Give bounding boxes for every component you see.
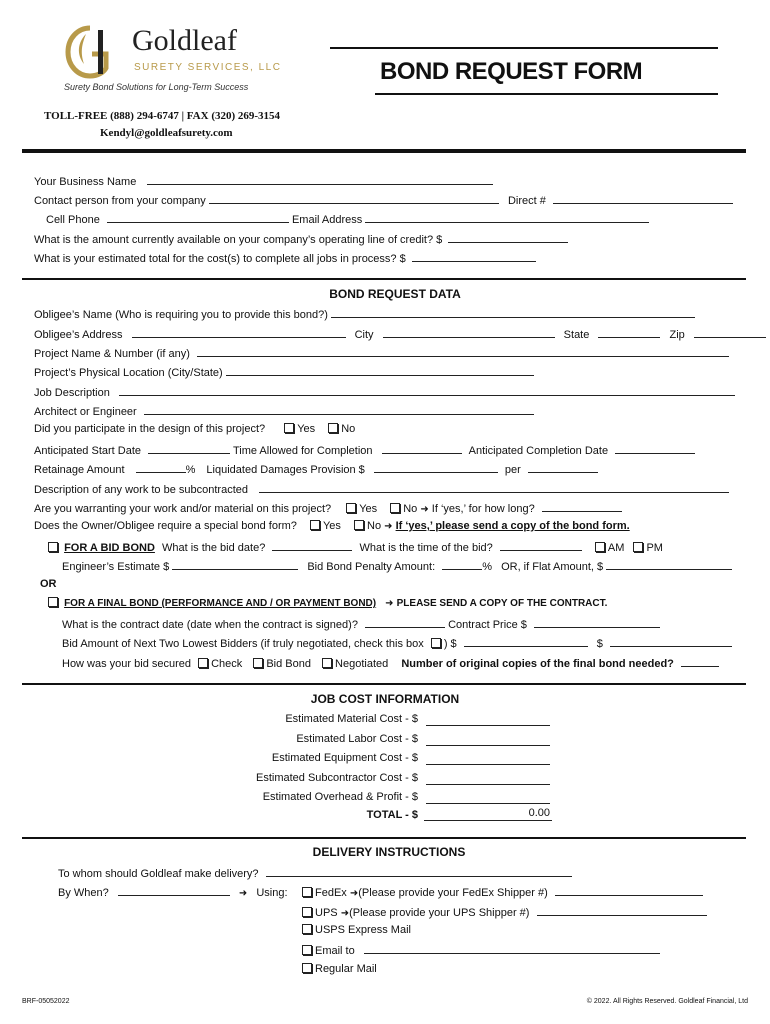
estimated-total-label: What is your estimated total for the cost(s) to complete all jobs in process? $ bbox=[34, 253, 406, 265]
retainage-percent: % bbox=[185, 464, 196, 476]
line-of-credit-field[interactable] bbox=[448, 231, 568, 243]
obligee-address-field[interactable] bbox=[132, 326, 346, 338]
project-name-field[interactable] bbox=[197, 345, 729, 357]
warranty-how-long-field[interactable] bbox=[542, 500, 622, 512]
final-bond-row bbox=[48, 596, 607, 610]
line-of-credit-label: What is the amount currently available on your company’s operating line of credit? $ bbox=[34, 234, 443, 246]
to-whom-field[interactable] bbox=[266, 865, 572, 877]
email-to-row bbox=[302, 942, 660, 956]
per-field[interactable] bbox=[528, 461, 598, 473]
arrow-right-icon: ➜ bbox=[349, 888, 359, 899]
title-rule-top bbox=[330, 47, 718, 49]
bid-time-label: What is the time of the bid? bbox=[359, 542, 493, 554]
contact-email[interactable]: Kendyl@goldleafsurety.com bbox=[100, 127, 233, 139]
cell-email-row bbox=[46, 211, 649, 225]
design-no-checkbox[interactable] bbox=[328, 423, 338, 433]
cell-phone-field[interactable] bbox=[107, 211, 289, 223]
brand-name: Goldleaf bbox=[132, 24, 237, 57]
warranty-how-long-label: If ‘yes,’ for how long? bbox=[431, 503, 535, 515]
obligee-name-row bbox=[34, 306, 695, 320]
project-location-label: Project’s Physical Location (City/State) bbox=[34, 367, 223, 379]
using-label: Using: bbox=[256, 887, 288, 899]
start-date-field[interactable] bbox=[148, 442, 230, 454]
contract-row bbox=[62, 616, 660, 630]
cell-phone-label: Cell Phone bbox=[46, 214, 100, 226]
subcontracted-field[interactable] bbox=[259, 481, 729, 493]
am-label: AM bbox=[607, 542, 625, 554]
liquidated-field[interactable] bbox=[374, 461, 498, 473]
header-divider bbox=[22, 149, 746, 153]
contract-price-label: Contract Price $ bbox=[448, 619, 527, 631]
job-description-row bbox=[34, 384, 735, 398]
engineers-estimate-field[interactable] bbox=[172, 558, 298, 570]
job-cost-heading: JOB COST INFORMATION bbox=[310, 692, 460, 706]
ups-shipper-field[interactable] bbox=[537, 904, 707, 916]
obligee-name-field[interactable] bbox=[331, 306, 695, 318]
job-description-label: Job Description bbox=[34, 387, 110, 399]
contact-person-field[interactable] bbox=[209, 192, 499, 204]
warranty-no-checkbox[interactable] bbox=[390, 503, 400, 513]
secured-check-label: Check bbox=[211, 658, 243, 670]
original-copies-label: Number of original copies of the final bond needed? bbox=[401, 658, 674, 670]
zip-field[interactable] bbox=[694, 326, 766, 338]
section-divider-delivery bbox=[22, 837, 746, 839]
architect-field[interactable] bbox=[144, 403, 534, 415]
job-cost-field[interactable] bbox=[426, 770, 550, 785]
architect-label: Architect or Engineer bbox=[34, 406, 137, 418]
regular-mail-row bbox=[302, 962, 377, 976]
bid-amount-row bbox=[62, 635, 732, 649]
usps-row bbox=[302, 923, 411, 937]
ups-row bbox=[302, 904, 707, 918]
secured-bid-bond-label: Bid Bond bbox=[266, 658, 311, 670]
liquidated-label: Liquidated Damages Provision $ bbox=[206, 464, 365, 476]
arrow-right-icon: ➜ bbox=[420, 504, 429, 515]
design-yes-label: Yes bbox=[297, 423, 316, 435]
regular-mail-label: Regular Mail bbox=[315, 963, 377, 975]
secured-label: How was your bid secured bbox=[62, 658, 192, 670]
secured-bid-bond-checkbox[interactable] bbox=[253, 658, 263, 668]
contact-person-label: Contact person from your company bbox=[34, 195, 206, 207]
participate-design-row bbox=[34, 422, 355, 436]
direct-field[interactable] bbox=[553, 192, 733, 204]
design-no-label: No bbox=[341, 423, 356, 435]
estimated-total-row bbox=[34, 250, 536, 264]
business-name-field[interactable] bbox=[147, 173, 493, 185]
job-cost-label: Estimated Material Cost - $ bbox=[285, 713, 418, 725]
engineers-estimate-label: Engineer’s Estimate $ bbox=[62, 561, 170, 573]
flat-amount-field[interactable] bbox=[606, 558, 732, 570]
obligee-name-label: Obligee’s Name (Who is requiring you to provide this bond?) bbox=[34, 309, 328, 321]
total-field[interactable]: 0.00 bbox=[424, 806, 552, 821]
time-allowed-label: Time Allowed for Completion bbox=[232, 445, 373, 457]
bid-date-field[interactable] bbox=[272, 539, 352, 551]
engineers-estimate-row bbox=[62, 558, 732, 572]
am-checkbox[interactable] bbox=[595, 542, 605, 552]
original-copies-field[interactable] bbox=[681, 655, 719, 667]
final-bond-label: FOR A FINAL BOND (PERFORMANCE AND / OR PAYMENT BOND) bbox=[64, 598, 377, 609]
special-form-no-checkbox[interactable] bbox=[354, 520, 364, 530]
pm-label: PM bbox=[646, 542, 663, 554]
send-bond-form-note: If ‘yes,’ please send a copy of the bond form. bbox=[395, 520, 630, 532]
zip-label: Zip bbox=[669, 329, 685, 341]
secured-row bbox=[62, 655, 719, 669]
completion-date-field[interactable] bbox=[615, 442, 695, 454]
secured-check-checkbox[interactable] bbox=[198, 658, 208, 668]
contact-line: TOLL-FREE (888) 294-6747 | FAX (320) 269-3154 bbox=[44, 110, 281, 122]
secured-negotiated-checkbox[interactable] bbox=[322, 658, 332, 668]
penalty-label: Bid Bond Penalty Amount: bbox=[307, 561, 436, 573]
copyright: © 2022. All Rights Reserved. Goldleaf Financial, Ltd bbox=[586, 998, 748, 1005]
bid-bond-checkbox[interactable] bbox=[48, 542, 58, 552]
final-bond-checkbox[interactable] bbox=[48, 597, 58, 607]
warranting-label: Are you warranting your work and/or material on this project? bbox=[34, 503, 332, 515]
special-form-yes-checkbox[interactable] bbox=[310, 520, 320, 530]
section-divider-job-cost bbox=[22, 683, 746, 685]
arrow-right-icon: ➜ bbox=[385, 598, 394, 609]
project-location-row bbox=[34, 364, 534, 378]
arrow-right-icon: ➜ bbox=[384, 521, 393, 532]
form-code: BRF-05052022 bbox=[22, 998, 70, 1005]
dates-row bbox=[34, 442, 695, 456]
city-label: City bbox=[354, 329, 374, 341]
special-form-label: Does the Owner/Obligee require a special bond form? bbox=[34, 520, 297, 532]
by-when-label: By When? bbox=[58, 887, 109, 899]
bid-amount-1-field[interactable] bbox=[464, 635, 588, 647]
usps-checkbox[interactable] bbox=[302, 924, 312, 934]
state-field[interactable] bbox=[598, 326, 660, 338]
email-address-field[interactable] bbox=[365, 211, 649, 223]
subcontracted-label: Description of any work to be subcontracted bbox=[34, 484, 249, 496]
secured-negotiated-label: Negotiated bbox=[335, 658, 389, 670]
contact-person-row bbox=[34, 192, 733, 206]
title-rule-bottom bbox=[375, 93, 718, 95]
contract-date-label: What is the contract date (date when the contract is signed)? bbox=[62, 619, 358, 631]
ups-checkbox[interactable] bbox=[302, 907, 312, 917]
direct-label: Direct # bbox=[507, 195, 546, 207]
special-form-row bbox=[34, 519, 630, 533]
penalty-percent: % bbox=[482, 561, 492, 573]
arrow-right-icon: ➜ bbox=[340, 908, 350, 919]
email-to-checkbox[interactable] bbox=[302, 945, 312, 955]
warranty-yes-label: Yes bbox=[359, 503, 378, 515]
participate-design-label: Did you participate in the design of this project? bbox=[34, 423, 266, 435]
to-whom-label: To whom should Goldleaf make delivery? bbox=[58, 868, 259, 880]
job-cost-label: Estimated Labor Cost - $ bbox=[296, 732, 418, 745]
business-name-row bbox=[34, 173, 493, 187]
subcontracted-row bbox=[34, 481, 729, 495]
job-cost-field[interactable] bbox=[426, 731, 550, 746]
warranty-no-label: No bbox=[403, 503, 418, 515]
email-to-field[interactable] bbox=[364, 942, 660, 954]
obligee-address-label: Obligee’s Address bbox=[34, 329, 123, 341]
bid-bond-label: FOR A BID BOND bbox=[64, 542, 155, 554]
retainage-row bbox=[34, 461, 598, 475]
fedex-note: (Please provide your FedEx Shipper #) bbox=[358, 887, 548, 899]
bid-amount-close: ) $ bbox=[443, 638, 457, 650]
contract-date-field[interactable] bbox=[365, 616, 445, 628]
per-label: per bbox=[504, 464, 521, 476]
fedex-label: FedEx bbox=[315, 887, 347, 899]
project-location-field[interactable] bbox=[226, 364, 534, 376]
fedex-row bbox=[302, 884, 703, 898]
section-divider-bond bbox=[22, 278, 746, 280]
job-cost-field[interactable] bbox=[426, 750, 550, 765]
goldleaf-logo-icon bbox=[60, 24, 118, 80]
total-label: TOTAL - $ bbox=[366, 809, 418, 821]
pm-checkbox[interactable] bbox=[633, 542, 643, 552]
bid-time-field[interactable] bbox=[500, 539, 582, 551]
special-form-no-label: No bbox=[367, 520, 382, 532]
contract-price-field[interactable] bbox=[534, 616, 660, 628]
bid-amount-label: Bid Amount of Next Two Lowest Bidders (if truly negotiated, check this box bbox=[62, 638, 424, 650]
brand-subtitle: SURETY SERVICES, LLC bbox=[134, 62, 282, 73]
job-cost-label: Estimated Equipment Cost - $ bbox=[271, 752, 418, 764]
job-description-field[interactable] bbox=[119, 384, 735, 396]
obligee-address-row bbox=[34, 326, 766, 340]
fedex-shipper-field[interactable] bbox=[555, 884, 703, 896]
retainage-label: Retainage Amount bbox=[34, 464, 125, 476]
project-name-label: Project Name & Number (if any) bbox=[34, 348, 190, 360]
warranty-yes-checkbox[interactable] bbox=[346, 503, 356, 513]
fedex-checkbox[interactable] bbox=[302, 887, 312, 897]
by-when-row bbox=[58, 884, 288, 898]
flat-amount-label: OR, if Flat Amount, $ bbox=[501, 561, 604, 573]
job-cost-label: Estimated Subcontractor Cost - $ bbox=[255, 771, 418, 784]
start-date-label: Anticipated Start Date bbox=[34, 445, 142, 457]
estimated-total-field[interactable] bbox=[412, 250, 536, 262]
city-field[interactable] bbox=[383, 326, 555, 338]
special-form-yes-label: Yes bbox=[322, 520, 341, 532]
bid-amount-2-dollar: $ bbox=[596, 638, 603, 650]
warranting-row bbox=[34, 500, 622, 514]
completion-date-label: Anticipated Completion Date bbox=[468, 445, 609, 457]
state-label: State bbox=[563, 329, 590, 341]
send-contract-note: PLEASE SEND A COPY OF THE CONTRACT. bbox=[396, 598, 608, 609]
usps-label: USPS Express Mail bbox=[315, 924, 411, 936]
negotiated-checkbox[interactable] bbox=[431, 638, 441, 648]
business-name-label: Your Business Name bbox=[34, 176, 137, 188]
delivery-heading: DELIVERY INSTRUCTIONS bbox=[312, 845, 466, 859]
arrow-right-icon: ➜ bbox=[238, 888, 248, 899]
job-cost-field[interactable] bbox=[426, 789, 550, 804]
regular-mail-checkbox[interactable] bbox=[302, 963, 312, 973]
tagline: Surety Bond Solutions for Long-Term Success bbox=[64, 82, 249, 92]
bond-request-heading: BOND REQUEST DATA bbox=[329, 287, 461, 301]
architect-row bbox=[34, 403, 534, 417]
time-allowed-field[interactable] bbox=[382, 442, 462, 454]
project-name-row bbox=[34, 345, 729, 359]
email-address-label: Email Address bbox=[291, 214, 363, 226]
penalty-field[interactable] bbox=[442, 558, 482, 570]
form-title: BOND REQUEST FORM bbox=[380, 58, 643, 85]
bid-bond-row bbox=[48, 539, 663, 553]
by-when-field[interactable] bbox=[118, 884, 230, 896]
line-of-credit-row bbox=[34, 231, 568, 245]
job-cost-field[interactable] bbox=[426, 711, 550, 726]
ups-label: UPS bbox=[315, 907, 338, 919]
bid-date-label: What is the bid date? bbox=[161, 542, 266, 554]
or-label: OR bbox=[40, 578, 57, 590]
retainage-field[interactable] bbox=[136, 461, 186, 473]
design-yes-checkbox[interactable] bbox=[284, 423, 294, 433]
to-whom-row bbox=[58, 865, 572, 879]
job-cost-label: Estimated Overhead & Profit - $ bbox=[262, 791, 418, 803]
ups-note: (Please provide your UPS Shipper #) bbox=[349, 907, 530, 919]
bid-amount-2-field[interactable] bbox=[610, 635, 732, 647]
email-to-label: Email to bbox=[315, 945, 355, 957]
